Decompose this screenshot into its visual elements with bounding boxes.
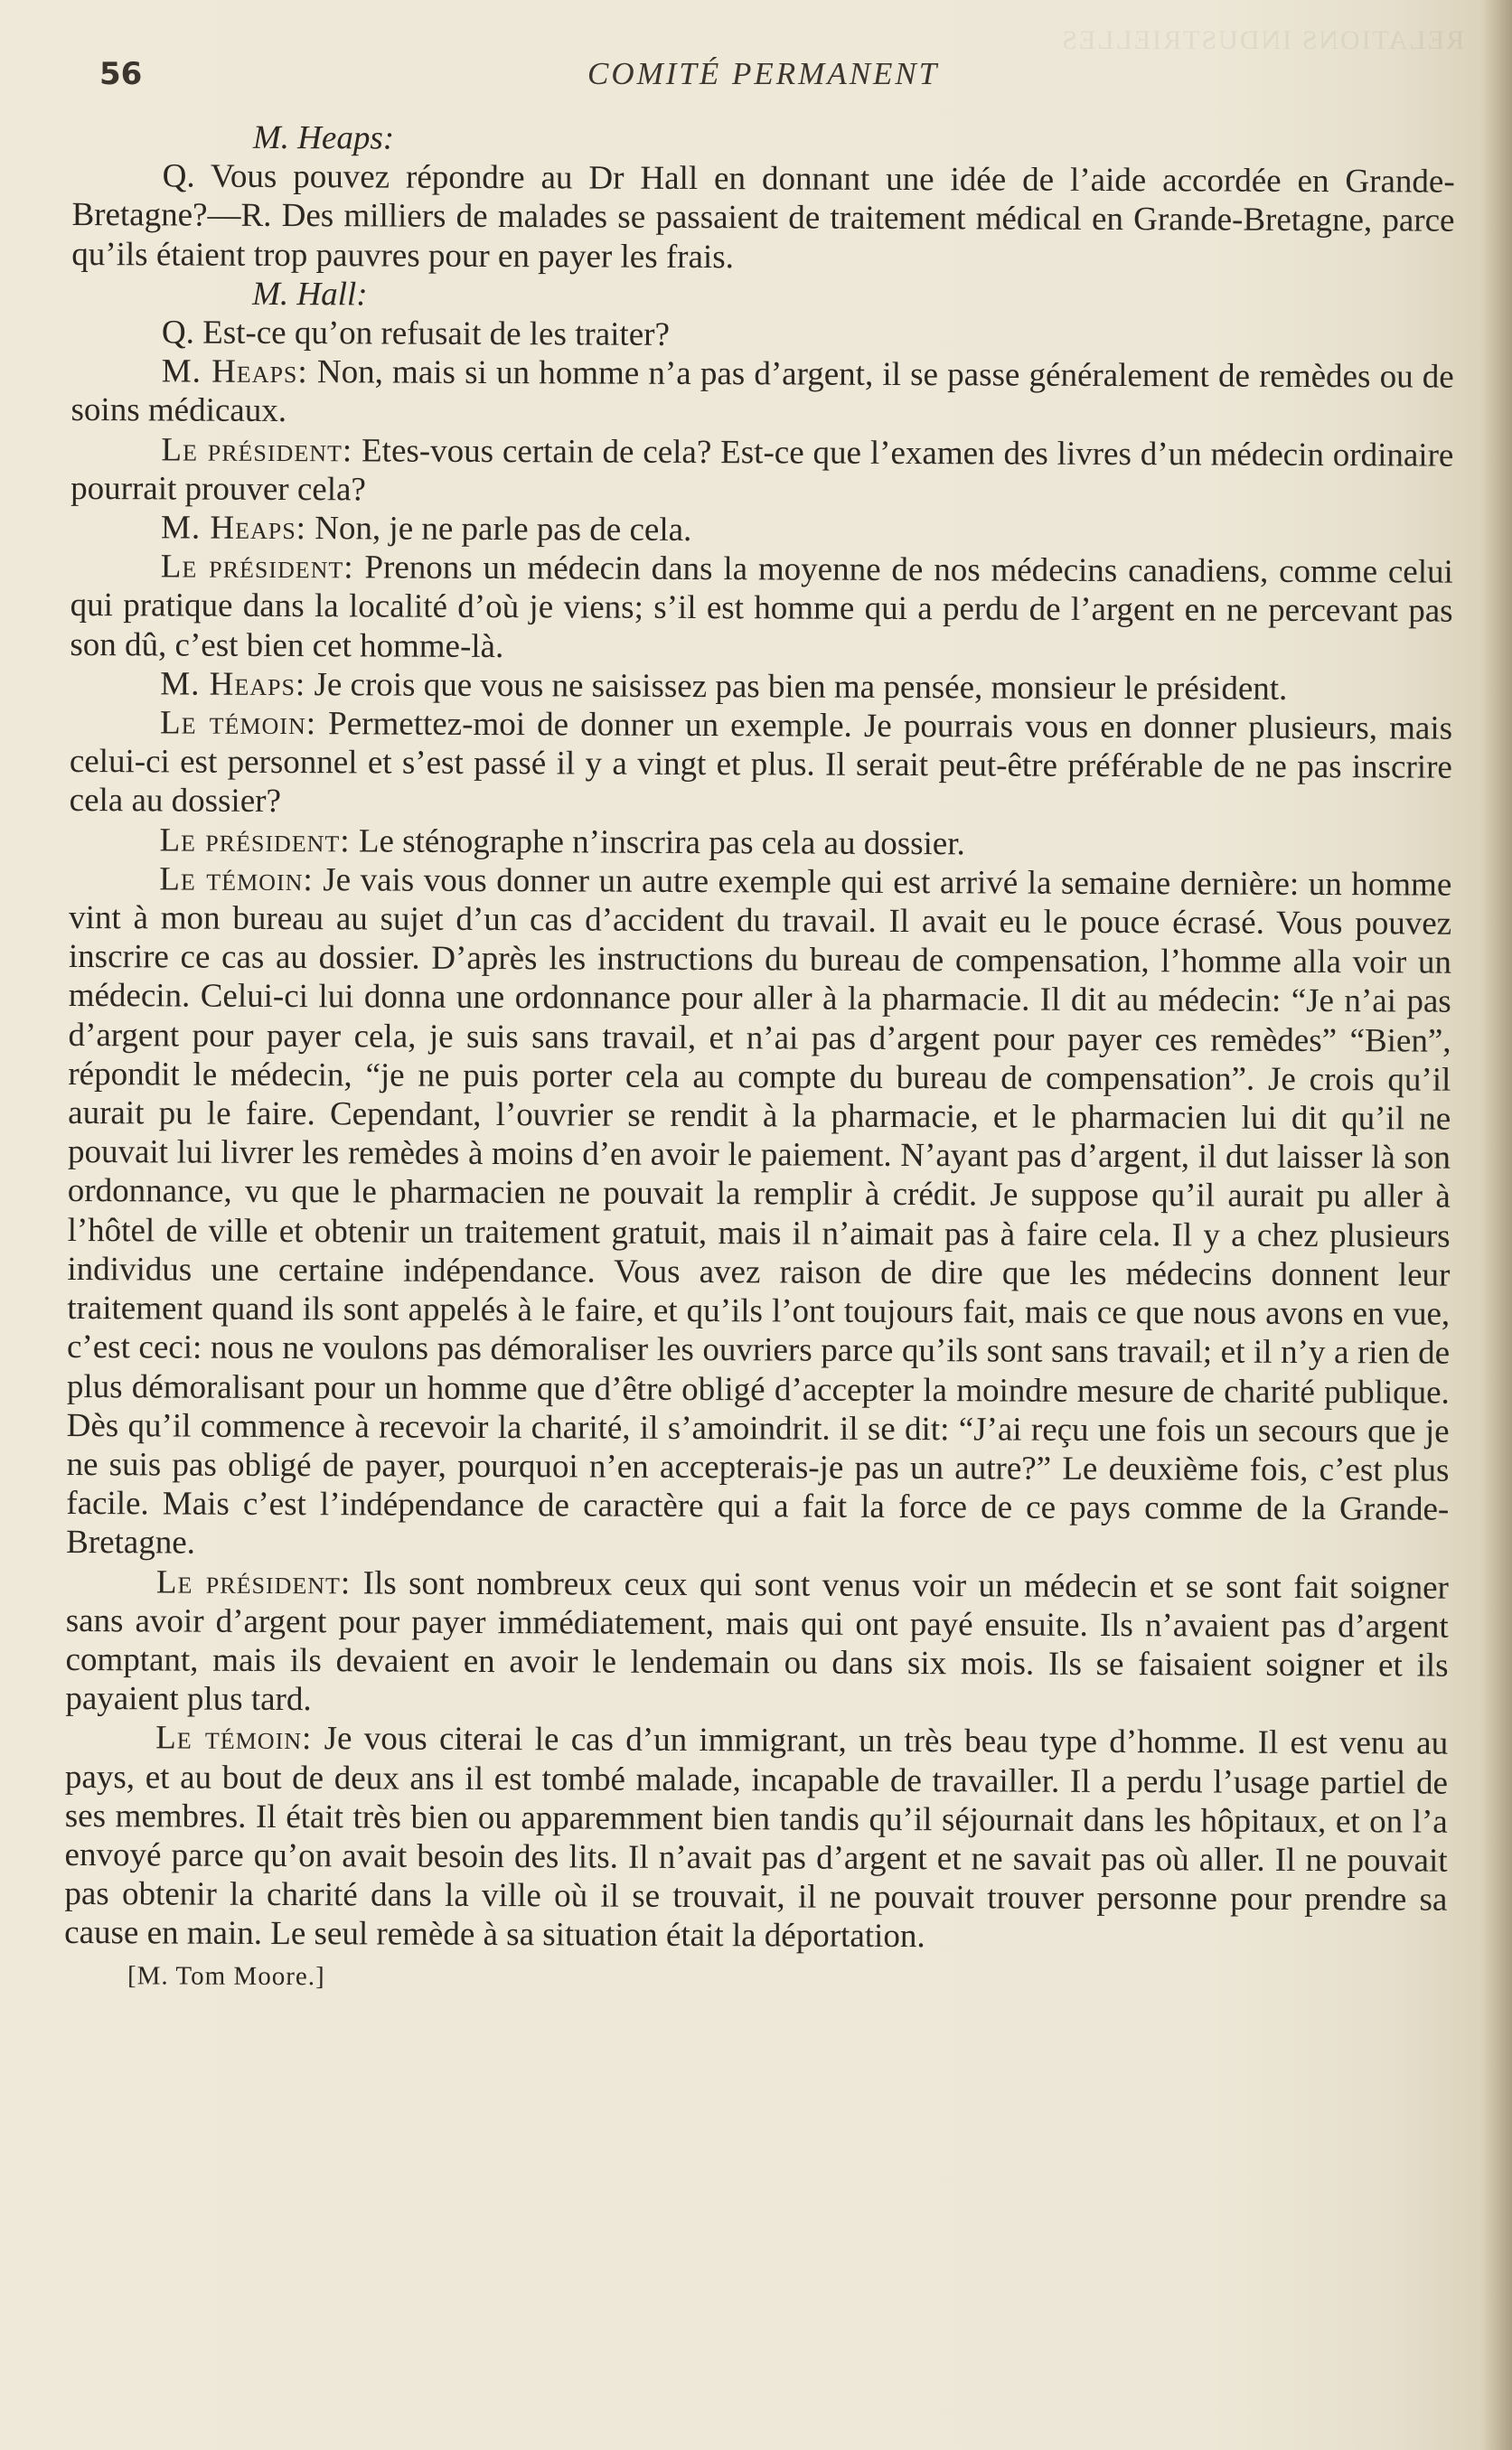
dialog-paragraph bbox=[64, 1718, 1448, 1958]
speaker-name: M. Heaps: bbox=[161, 352, 308, 391]
question-answer-paragraph: Q. Est-ce qu’on refusait de les traiter? bbox=[161, 314, 671, 353]
speaker-heading: M. Heaps: bbox=[252, 118, 395, 157]
dialog-text: Je vous citerai le cas d’un immigrant, un très beau type d’homme. Il est venu au pays, et au bout de deux ans il est tombé malade, incapable de travailler. Il a perdu l’usage partiel de ses membres. Il était très bien ou apparemment bien tandis qu’il séjournait dans les hôpitaux, et on l’a envoyé parce qu’on avait besoin des lits. Il n’avait pas d’argent et ne savait pas où aller. Il ne pouvait pas obtenir la charité dans la ville où il se trouvait, il ne pouvait trouver personne pour prendre sa cause en main. Le seul remède à sa situation était la déportation. bbox=[64, 1720, 1449, 1956]
dialog-paragraph bbox=[70, 508, 1453, 553]
speaker-name: Le témoin: bbox=[159, 860, 314, 899]
page-edge-shadow bbox=[1481, 0, 1512, 2450]
speaker-name: Le président: bbox=[160, 548, 354, 587]
dialog-paragraph bbox=[70, 664, 1452, 709]
speaker-name: Le témoin: bbox=[155, 1719, 313, 1758]
page-number: 56 bbox=[99, 56, 143, 92]
transcript-body bbox=[64, 117, 1455, 2001]
speaker-name: M. Heaps: bbox=[160, 509, 307, 548]
paragraph-list bbox=[64, 117, 1455, 1958]
dialog-paragraph bbox=[70, 703, 1453, 826]
dialog-paragraph bbox=[70, 547, 1453, 670]
dialog-paragraph bbox=[66, 859, 1451, 1568]
speaker-name: Le président: bbox=[159, 821, 351, 860]
speaker-name: Le témoin: bbox=[159, 704, 317, 743]
dialog-text: Le sténographe n’inscrira pas cela au dossier. bbox=[358, 822, 965, 862]
dialog-text: Permettez-moi de donner un exemple. Je pourrais vous en donner plusieurs, mais celui-ci est personnel et s’est passé il y a vingt et plus. Il serait peut-être préférable de ne pas inscrire cela au dossier? bbox=[69, 705, 1453, 821]
dialog-text: Non, mais si un homme n’a pas d’argent, il se passe généralement de remèdes ou de soins médicaux. bbox=[70, 353, 1454, 430]
dialog-paragraph bbox=[65, 1563, 1449, 1724]
dialog-paragraph bbox=[70, 352, 1453, 436]
dialog-text: Ils sont nombreux ceux qui sont venus voir un médecin et se sont fait soigner sans avoir d’argent pour payer immédiatement, mais qui ont payé ensuite. Ils n’avaient pas d’argent comptant, mais ils devaient en avoir le lendemain ou dans six mois. Ils se faisaient soigner et ils payaient plus tard. bbox=[65, 1563, 1450, 1719]
speaker-name: Le président: bbox=[161, 431, 353, 469]
speaker-name: M. Heaps: bbox=[160, 665, 306, 703]
question-answer-paragraph: Q. Vous pouvez répondre au Dr Hall en donnant une idée de l’aide accordée en Grande-Bretagne?—R. Des milliers de malades se passaient de traitement médical en Grande-Bretagne, parce qu’ils étaient trop pauvres pour en payer les frais. bbox=[71, 157, 1455, 276]
dialog-text: Etes-vous certain de cela? Est-ce que l’examen des livres d’un médecin ordinaire pourrait prouver cela? bbox=[70, 432, 1454, 509]
dialog-paragraph bbox=[69, 821, 1451, 866]
dialog-text: Je vais vous donner un autre exemple qui est arrivé la semaine dernière: un homme vint à mon bureau au sujet d’un cas d’accident du travail. Il avait eu le pouce écrasé. Vous pouvez inscrire ce cas au dossier. D’après les instructions du bureau de compensation, l’homme alla voir un médecin. Celui-ci lui donna une ordonnance pour aller à la pharmacie. Il dit au médecin: “Je n’ai pas d’argent pour payer cela, je suis sans travail, et n’ai pas d’argent pour payer ces remèdes” “Bien”, répondit le médecin, “je ne puis porter cela au compte du bureau de compensation”. Je crois qu’il aurait pu le faire. Cependant, l’ouvrier se rendit à la pharmacie, et le pharmacien lui dit qu’il ne pouvait lui livrer les remèdes à moins d’en avoir le paiement. N’ayant pas d’argent, il dut laisser là son ordonnance, vu que le pharmacien ne pouvait la remplir à crédit. Je suppose qu’il aurait pu aller à l’hôtel de ville et obtenir un traitement gratuit, mais il n’aimait pas à faire cela. Il y a chez plusieurs individus une certaine indépendance. Vous avez raison de dire que les médecins donnent leur traitement quand ils sont appelés à le faire, et qu’ils l’ont toujours fait, mais ce que nous avons en vue, c’est ceci: nous ne voulons pas démoraliser les ouvriers parce qu’ils sont sans travail; et il n’y a rien de plus démoralisant pour un homme que d’être obligé d’accepter la moindre mesure de charité publique. Dès qu’il commence à recevoir la charité, il s’amoindrit. il se dit: “J’ai reçu une fois un secours que je ne suis pas obligé de payer, pourquoi n’en accepterais-je pas un autre?” Le deuxième fois, c’est plus facile. Mais c’est l’indépendance de caractère qui a fait la force de ce pays comme de la Grande-Bretagne. bbox=[66, 861, 1452, 1562]
page-header bbox=[90, 56, 1455, 101]
dialog-text: Je crois que vous ne saisissez pas bien ma pensée, monsieur le président. bbox=[314, 666, 1288, 708]
page-footer-speaker: [M. Tom Moore.] bbox=[127, 1960, 325, 1991]
dialog-text: Prenons un médecin dans la moyenne de nos médecins canadiens, comme celui qui pratique dans la localité d’où je viens; s’il est homme qui a perdu de l’argent en ne percevant pas son dû, c’est bien cet homme-là. bbox=[70, 549, 1453, 665]
dialog-text: Non, je ne parle pas de cela. bbox=[315, 510, 692, 549]
speaker-heading: M. Hall: bbox=[252, 275, 368, 314]
bleed-through-text: RELATIONS INDUSTRIELLES bbox=[1060, 25, 1464, 55]
speaker-name: Le président: bbox=[155, 1563, 352, 1601]
running-head: COMITÉ PERMANENT bbox=[587, 56, 940, 91]
dialog-paragraph bbox=[70, 430, 1453, 514]
